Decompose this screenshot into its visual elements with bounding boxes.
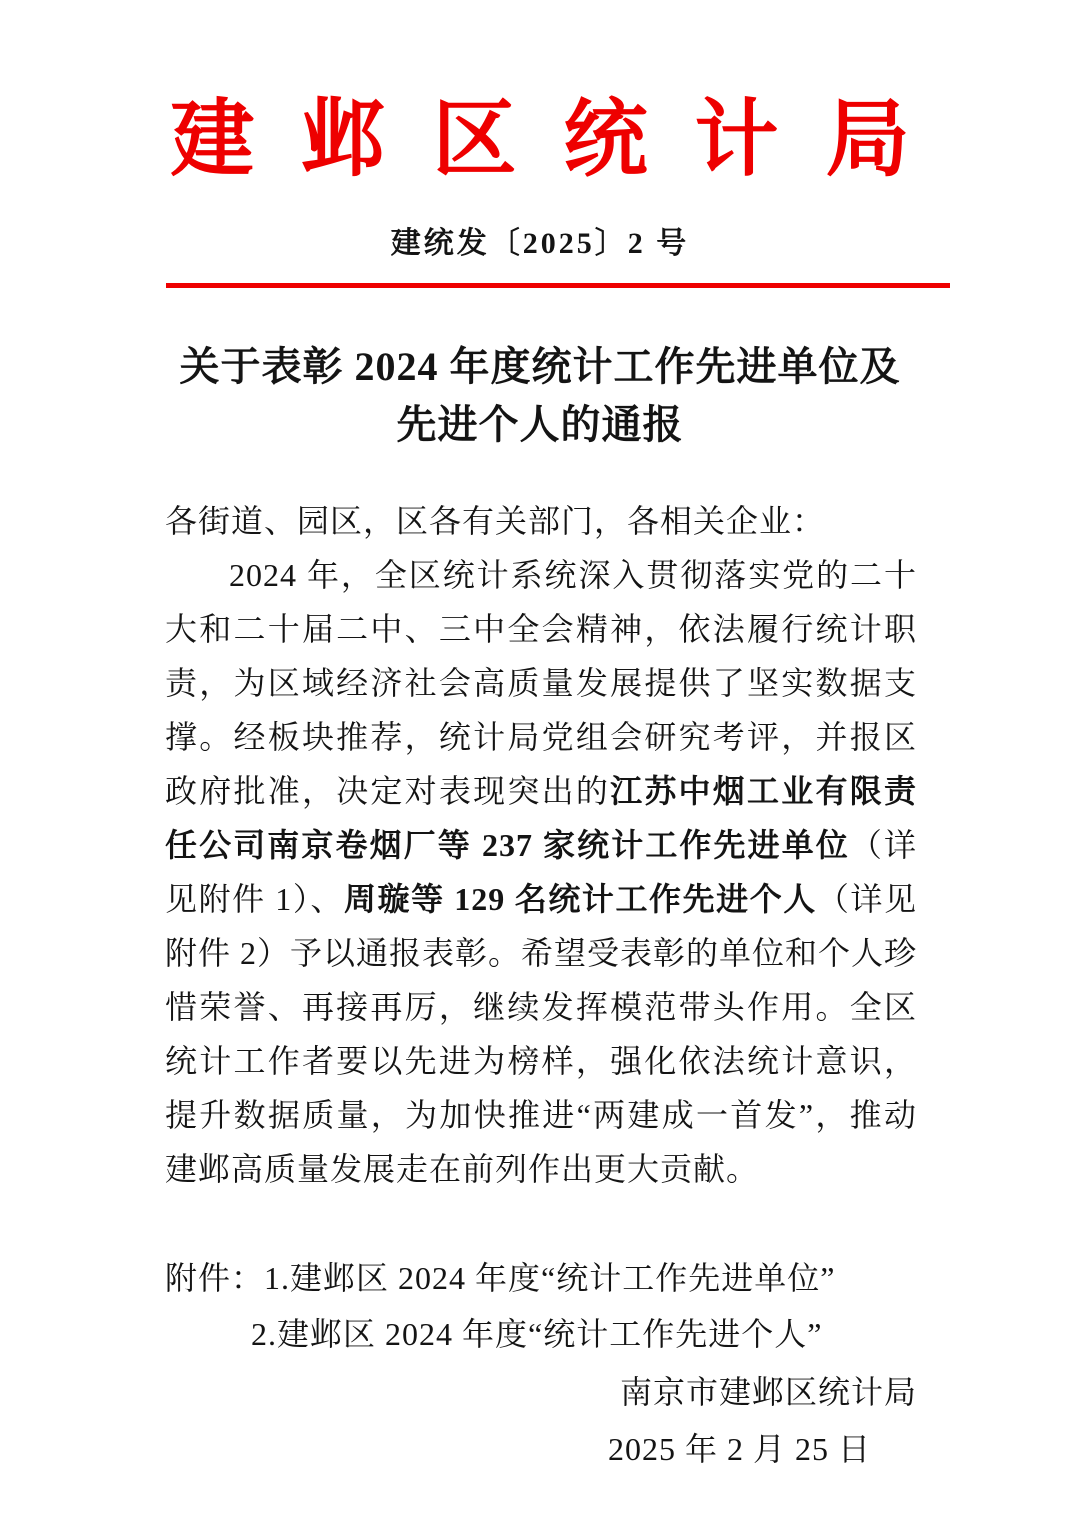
signature-block: [165, 1364, 917, 1478]
body-paragraph: [165, 548, 917, 1196]
attachment-row-2: [165, 1306, 917, 1362]
attachments-section: [165, 1250, 917, 1362]
document-title-line-1: 关于表彰 2024 年度统计工作先进单位及: [179, 344, 901, 389]
red-divider-line: [166, 283, 950, 288]
document-title: [0, 338, 1080, 454]
document-body: [0, 338, 1080, 1478]
attachment-item-2: 2.建邺区 2024 年度“统计工作先进个人”: [251, 1316, 823, 1352]
agency-title: 建邺区统计局: [170, 94, 957, 187]
document-title-line-2: 先进个人的通报: [396, 402, 684, 447]
salutation: 各街道、园区，区各有关部门，各相关企业：: [165, 503, 826, 539]
text-run: （详见附件 2）予以通报表彰。希望受表彰的单位和个人珍惜荣誉、再接再厉，继续发挥模范带头作用。全区统计工作者要以先进为榜样，强化依法统计意识，提升数据质量，为加快推进“两建成一首发”，推动建邺高质量发展走在前列作出更大贡献。: [165, 881, 918, 1187]
document-number: 建统发〔2025〕2 号: [390, 227, 690, 260]
emphasized-text-run: 周璇等 129 名统计工作先进个人: [343, 881, 817, 917]
content-column: [165, 494, 917, 1478]
letterhead: [0, 0, 1080, 288]
attachment-row-1: [165, 1250, 917, 1306]
text-run: （详见附件 1）、: [165, 827, 917, 917]
issuing-agency-signature: 南京市建邺区统计局: [619, 1374, 917, 1410]
issue-date: 2025 年 2 月 25 日: [607, 1431, 871, 1467]
attachment-item-1: 1.建邺区 2024 年度“统计工作先进单位”: [264, 1260, 836, 1296]
text-run: 2024 年，全区统计系统深入贯彻落实党的二十大和二十届二中、三中全会精神，依法履行统计职责，为区域经济社会高质量发展提供了坚实数据支撑。经板块推荐，统计局党组会研究考评，并报区政府批准，决定对表现突出的: [165, 557, 917, 809]
emphasized-text-run: 江苏中烟工业有限责任公司南京卷烟厂等 237 家统计工作先进单位: [165, 773, 917, 863]
attachments-label: 附件：: [165, 1260, 265, 1296]
